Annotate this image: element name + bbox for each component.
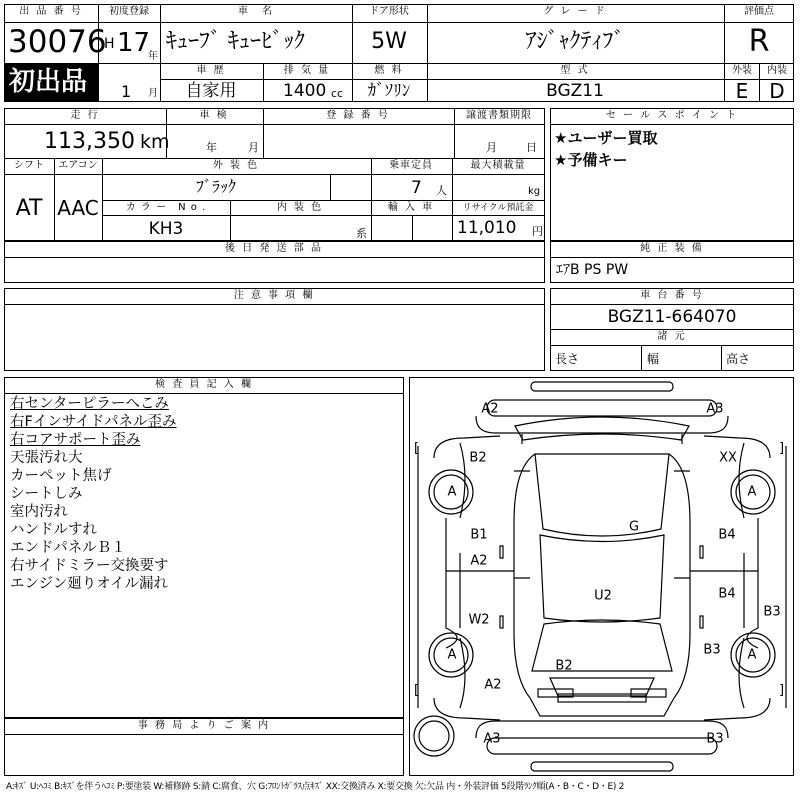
displacement-label: 排 気 量 (283, 65, 331, 76)
mileage-label: 走 行 (70, 110, 100, 121)
door-type: 5W (371, 29, 407, 54)
legend: A:ｷｽﾞ U:ﾍｺﾐ B:ｷｽﾞを伴うﾍｺﾐ P:要塗装 W:補修跡 S:錆 C:腐食、穴 G:ﾌﾛﾝﾄｶﾞﾗｽ点ｷｽﾞ XX:交換済み X:要交換 欠:欠品 内・外装評価 5段階ﾗﾝｸ順(A・B・C・D・E) 2 (6, 782, 625, 792)
damage-mark: A3 (483, 731, 501, 747)
sales-points-label: セ ー ル ス ポ イ ン ト (605, 110, 739, 121)
first-listing-badge: 初出品 (9, 67, 88, 97)
aircon: AAC (57, 196, 99, 220)
aircon-label: エアコン (58, 160, 98, 171)
recycle-deposit: 11,010 (457, 218, 517, 238)
damage-mark: A2 (481, 401, 499, 417)
sales-point-item: ★ユーザー買取 (554, 129, 658, 147)
damage-mark: A (447, 647, 457, 663)
shift-label: シフト (14, 160, 44, 171)
inspector-note: ハンドルすれ (10, 522, 97, 538)
height-label: 高さ (726, 352, 751, 366)
first-reg-month: 1 (121, 82, 132, 101)
sales-points-frame (550, 108, 794, 241)
capacity: 7 (411, 178, 422, 198)
fuel: ｶﾞｿﾘﾝ (367, 81, 411, 101)
damage-mark: B1 (470, 527, 488, 543)
diagram-bracket-right: ] (779, 683, 785, 698)
equipment: ｴｱB PS PW (556, 262, 629, 278)
inspector-note: エンドパネルＢ１ (10, 540, 126, 556)
car-diagram (410, 378, 793, 775)
length-label: 長さ (555, 352, 580, 366)
inspector-note: エンジン廻りオイル漏れ (10, 576, 169, 592)
office-label: 事 務 局 よ り ご 案 内 (137, 720, 271, 731)
rating: R (748, 24, 770, 59)
int-color-label: 内 装 色 (276, 202, 324, 213)
damage-mark: B2 (555, 658, 573, 674)
car-name: ｷｭｰﾌﾞ ｷｭｰﾋﾞｯｸ (166, 29, 305, 54)
diagram-bracket-right: ] (779, 441, 785, 456)
color-label: 外 装 色 (212, 160, 260, 171)
inspector-note: シートしみ (10, 486, 83, 502)
color-no: KH3 (148, 219, 184, 239)
displacement: 1400 (283, 81, 327, 101)
fuel-label: 燃 料 (374, 65, 404, 76)
damage-mark: B3 (763, 604, 781, 620)
diagram-bracket-left: [ (414, 683, 420, 698)
first-reg-label: 初度登録 (109, 6, 149, 17)
inspector-note: 天張汚れ大 (10, 450, 83, 466)
later-parts-label: 後 日 発 送 部 品 (225, 243, 323, 254)
color: ﾌﾞﾗｯｸ (195, 177, 237, 196)
shift: AT (15, 196, 43, 221)
chassis-number: BGZ11-664070 (607, 307, 737, 327)
damage-mark: B4 (718, 586, 736, 602)
damage-mark: W2 (468, 612, 490, 628)
inspector-note: 右サイドミラー交換要す (10, 558, 169, 574)
diagram-bracket-left: [ (414, 441, 420, 456)
door-label: ドア形状 (369, 6, 409, 17)
inspector-note: 右コアサポート歪み (10, 432, 141, 448)
inspector-label: 検 査 員 記 入 欄 (155, 379, 253, 390)
damage-mark: A (747, 647, 757, 663)
inspector-note: 右Fインサイドパネル歪み (10, 414, 177, 430)
dims-label: 諸 元 (657, 331, 687, 342)
mileage: 113,350 (44, 129, 135, 154)
damage-mark: XX (719, 450, 737, 466)
width-label: 幅 (647, 352, 660, 366)
damage-mark: A (747, 484, 757, 500)
reg-number-label: 登 録 番 号 (326, 110, 390, 121)
damage-mark: B4 (718, 527, 736, 543)
inspection-label: 車 検 (199, 110, 229, 121)
color-no-label: カ ラ ー N o . (125, 202, 207, 213)
damage-mark: B2 (469, 450, 487, 466)
inspector-note: 室内汚れ (10, 504, 68, 520)
capacity-label: 乗車定員 (389, 160, 433, 171)
damage-mark: A2 (470, 553, 488, 569)
equipment-label: 純 正 装 備 (640, 243, 704, 254)
lot-number-label: 出 品 番 号 (19, 6, 83, 17)
damage-mark: U2 (594, 588, 612, 604)
load-label: 最大積載量 (470, 160, 526, 171)
damage-mark: A2 (484, 677, 502, 693)
history: 自家用 (185, 81, 237, 101)
car-name-label: 車 名 (238, 6, 274, 17)
model: BGZ11 (546, 81, 604, 101)
transfer-label: 譲渡書類期限 (466, 110, 532, 121)
chassis-label: 車 台 番 号 (640, 290, 704, 301)
recycle-label: リサイクル預託金 (462, 203, 534, 213)
sales-point-item: ★予備キー (554, 151, 628, 169)
damage-mark: B3 (706, 731, 724, 747)
grade-label: グ レ ー ド (543, 6, 607, 17)
lot-number: 30076 (8, 24, 107, 60)
damage-mark: A (447, 484, 457, 500)
inspector-note: 右センターピラーへこみ (10, 396, 169, 412)
inspector-note: カーペット焦げ (10, 468, 112, 484)
import-label: 輸 入 車 (387, 202, 435, 213)
interior-label: 内装 (767, 65, 787, 76)
exterior-label: 外装 (732, 65, 752, 76)
model-label: 型 式 (560, 65, 590, 76)
damage-mark: A3 (706, 401, 724, 417)
notes-label: 注 意 事 項 欄 (233, 290, 315, 301)
damage-mark: B3 (703, 642, 721, 658)
car-diagram-frame (409, 377, 794, 776)
grade: ｱｼﾞｬｸﾃｨﾌﾞ (525, 29, 625, 54)
history-label: 車 歴 (196, 65, 226, 76)
interior-grade: D (769, 79, 785, 103)
damage-mark: G (628, 519, 640, 535)
era: H (104, 36, 115, 52)
rating-label: 評価点 (744, 6, 774, 17)
first-reg-year: 17 (117, 28, 151, 58)
exterior-grade: E (735, 79, 749, 103)
